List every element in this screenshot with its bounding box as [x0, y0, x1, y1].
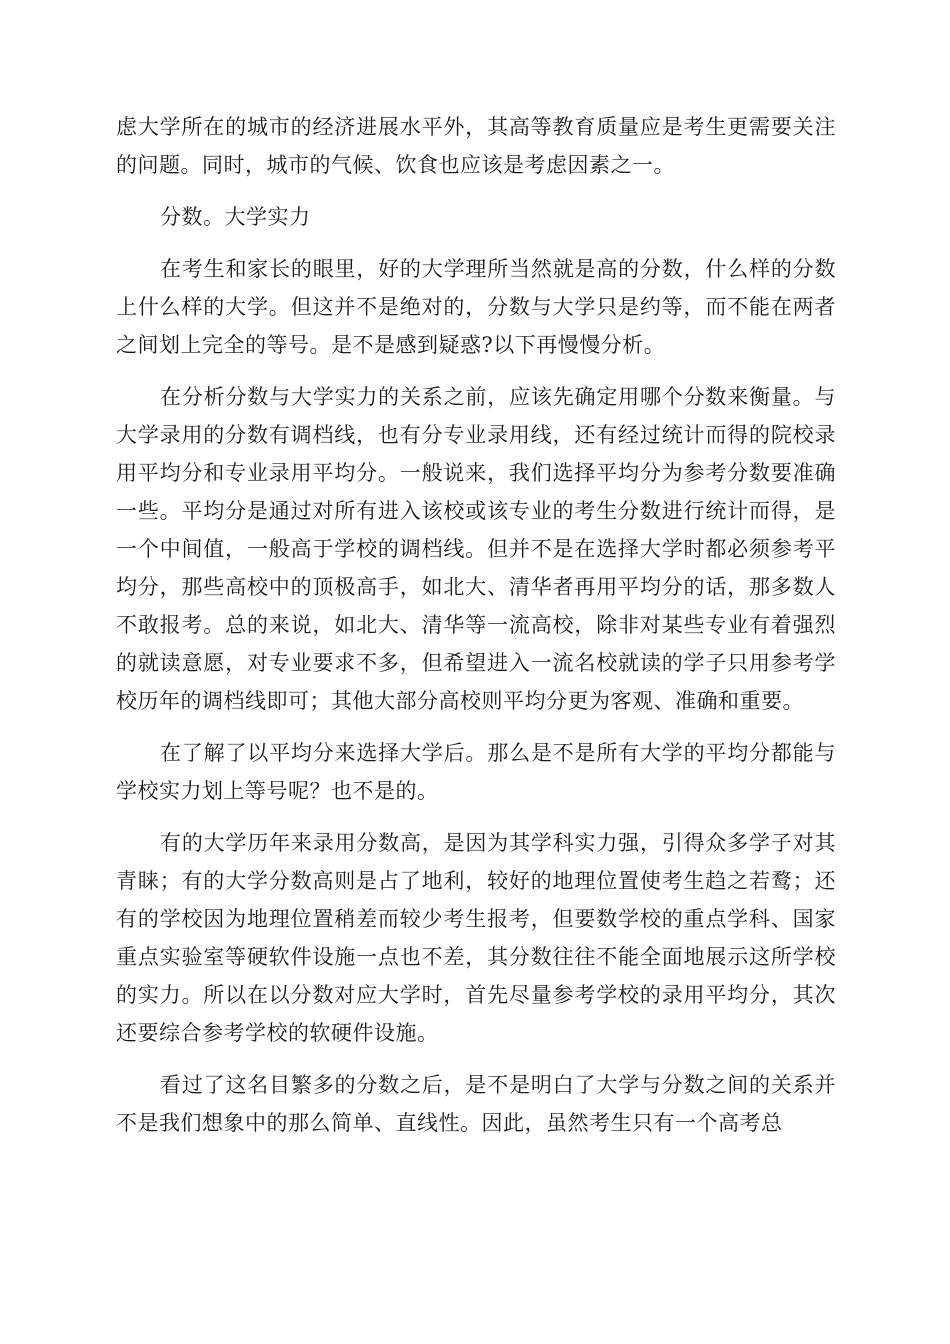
- paragraph: 在考生和家长的眼里，好的大学理所当然就是高的分数，什么样的分数上什么样的大学。但这并不是绝对的，分数与大学只是约等，而不能在两者之间划上完全的等号。是不是感到疑惑?以下再慢慢分析。: [116, 257, 836, 357]
- section-heading: 分数。大学实力: [160, 205, 311, 229]
- paragraph: 有的大学历年来录用分数高，是因为其学科实力强，引得众多学子对其青睐；有的大学分数高则是占了地利，较好的地理位置使考生趋之若鹜；还有的学校因为地理位置稍差而较少考生报考，但要数学校的重点学科、国家重点实验室等硬软件设施一点也不差，其分数往往不能全面地展示这所学校的实力。所以在以分数对应大学时，首先尽量参考学校的录用平均分，其次还要综合参考学校的软硬件设施。: [116, 831, 836, 1045]
- document-body: [116, 108, 836, 1156]
- paragraph: 在分析分数与大学实力的关系之前，应该先确定用哪个分数来衡量。与大学录用的分数有调档线，也有分专业录用线，还有经过统计而得的院校录用平均分和专业录用平均分。一般说来，我们选择平均分为参考分数要准确一些。平均分是通过对所有进入该校或该专业的考生分数进行统计而得，是一个中间值，一般高于学校的调档线。但并不是在选择大学时都必须参考平均分，那些高校中的顶极高手，如北大、清华者再用平均分的话，那多数人不敢报考。总的来说，如北大、清华等一流高校，除非对某些专业有着强烈的就读意愿，对专业要求不多，但希望进入一流名校就读的学子只用参考学校历年的调档线即可；其他大部分高校则平均分更为客观、准确和重要。: [116, 385, 836, 713]
- paragraph-continuation: 虑大学所在的城市的经济进展水平外，其高等教育质量应是考生更需要关注的问题。同时，城市的气候、饮食也应该是考虑因素之一。: [116, 115, 836, 177]
- paragraph: 在了解了以平均分来选择大学后。那么是不是所有大学的平均分都能与学校实力划上等号呢？也不是的。: [116, 741, 836, 803]
- paragraph: 看过了这名目繁多的分数之后，是不是明白了大学与分数之间的关系并不是我们想象中的那么简单、直线性。因此，虽然考生只有一个高考总: [116, 1073, 836, 1135]
